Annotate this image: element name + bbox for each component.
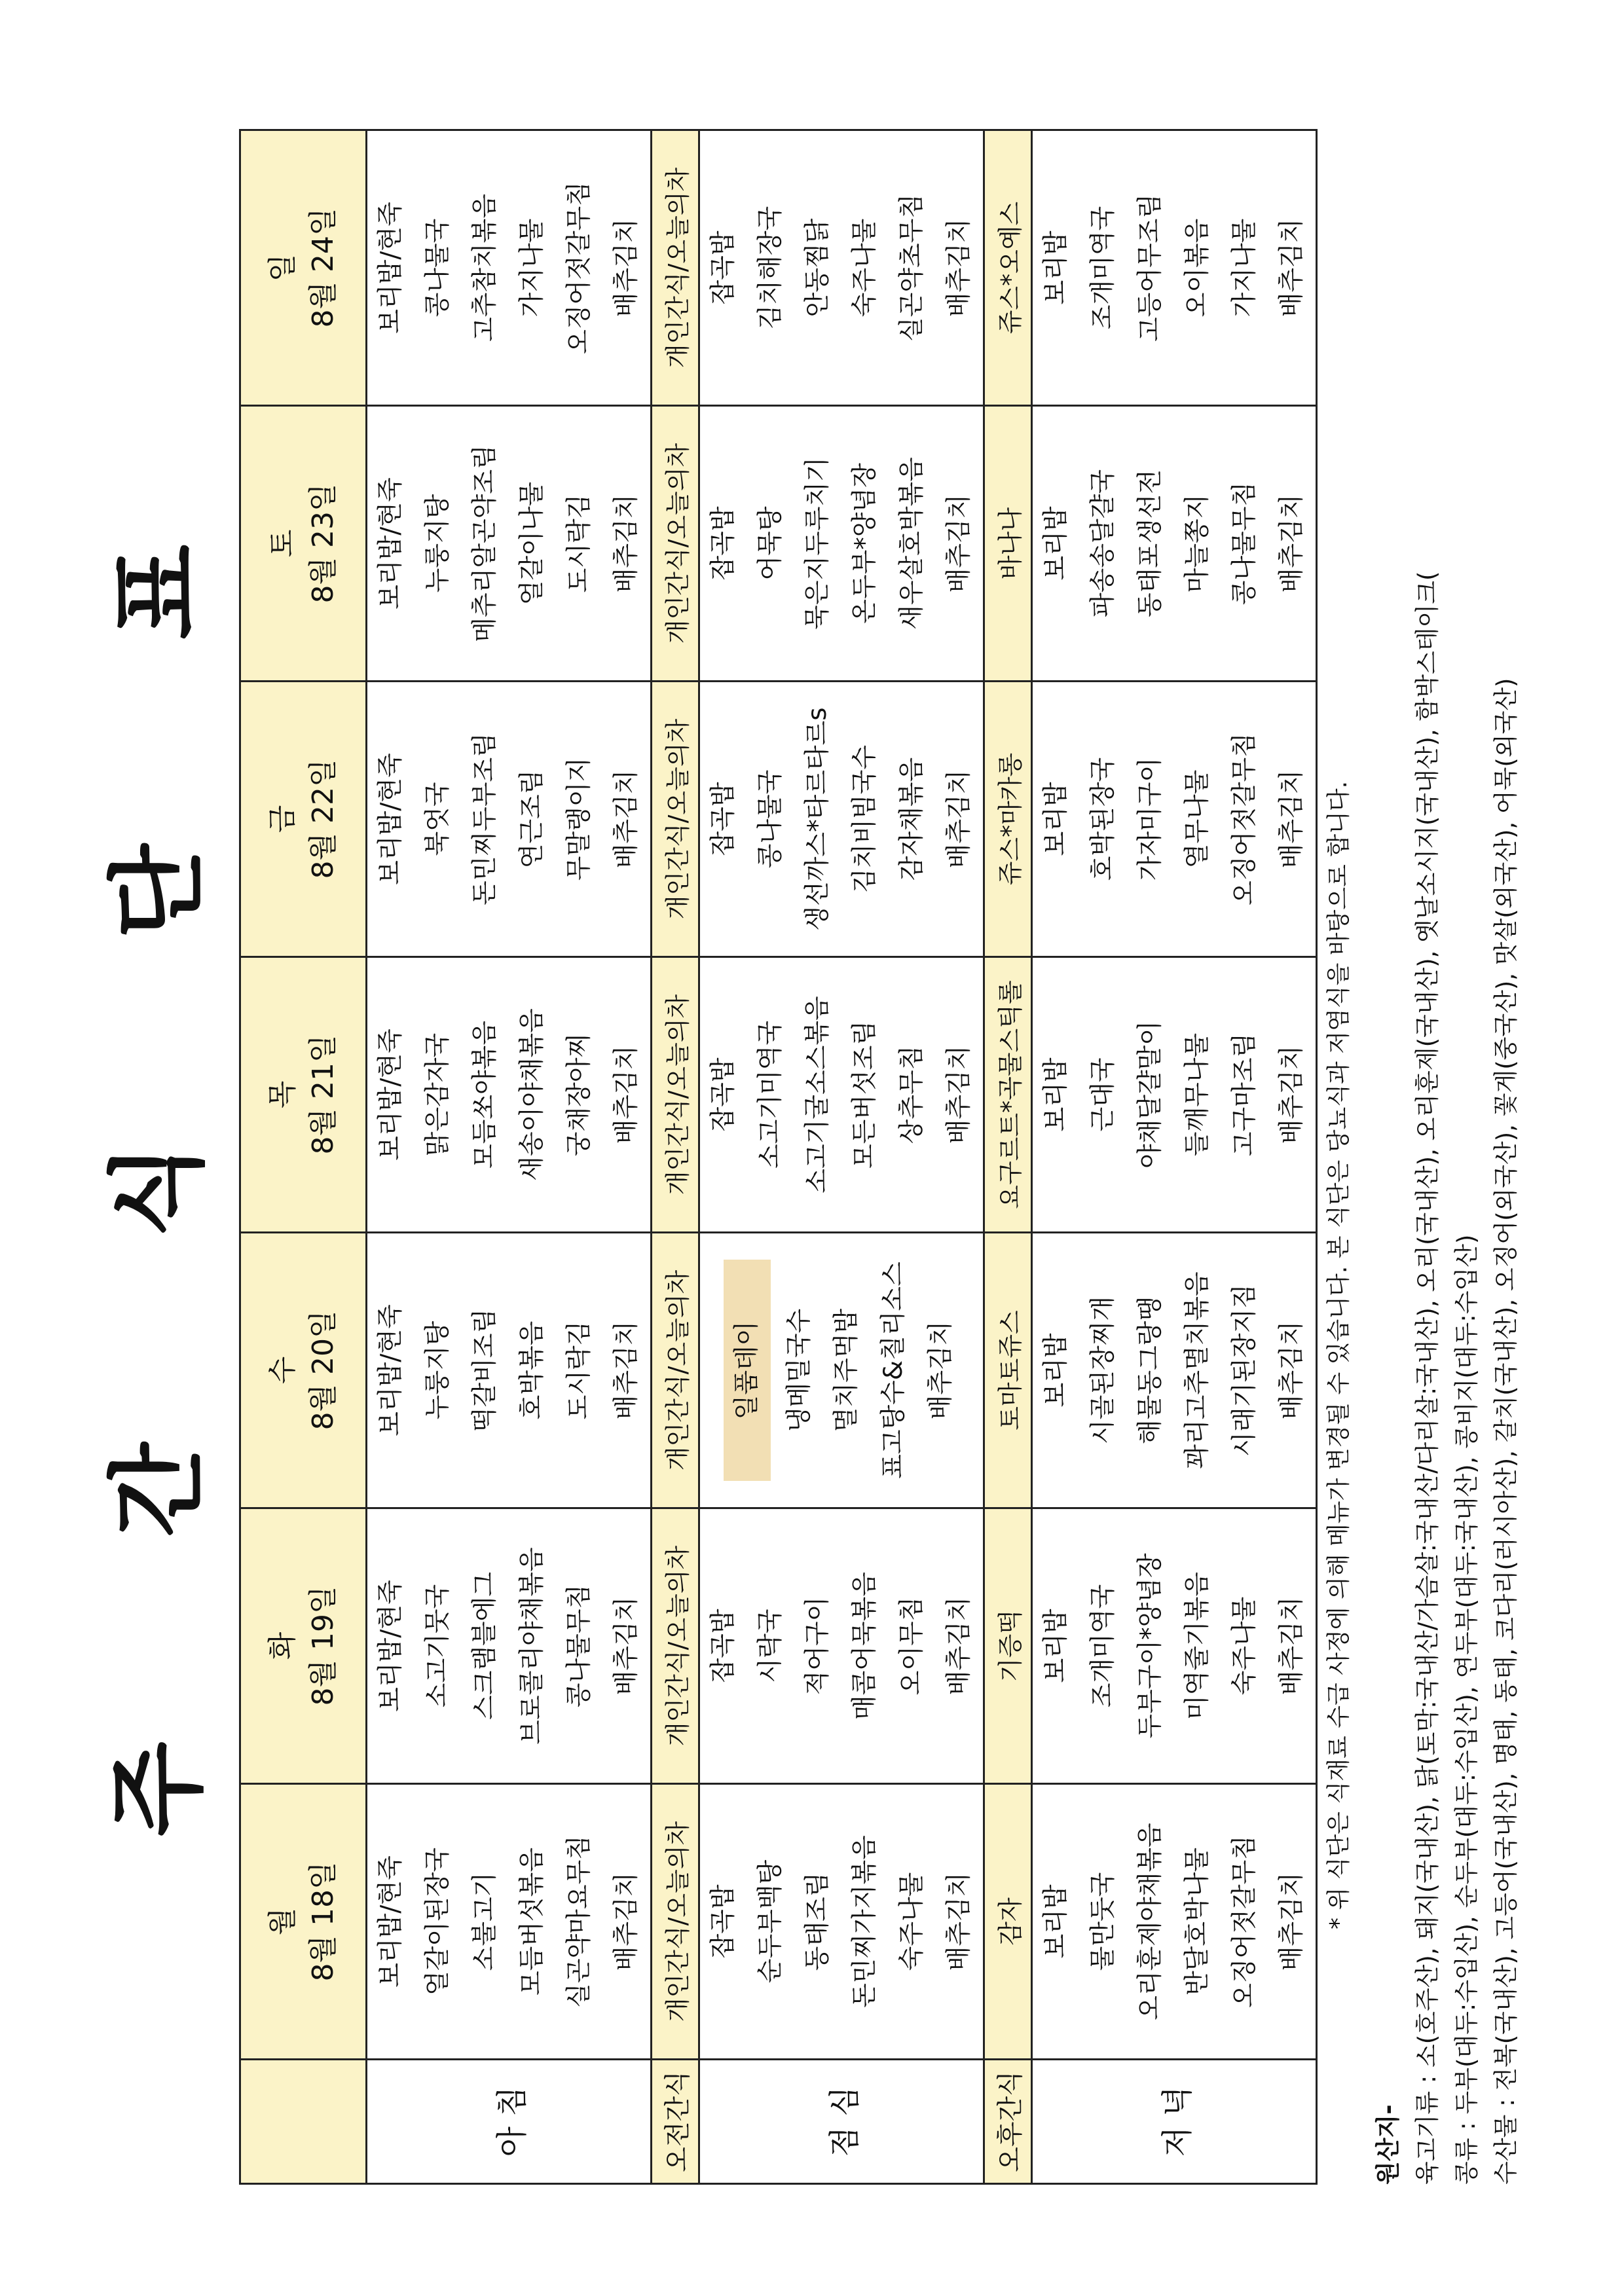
menu-cell: 일품데이 냉메밀국수 멸치주먹밥 표고탕수&칠리소스 배추김치 xyxy=(699,1233,984,1508)
menu-cell: 보리밥 파송송달걀국 동태포생선전 마늘쫑지 콩나물무침 배추김치 xyxy=(1032,406,1317,682)
day-header: 화 8월 19일 xyxy=(240,1508,367,1784)
menu-table xyxy=(239,129,1318,2185)
menu-cell: 보리밥 근대국 야채달걀말이 들깨무나물 고구마조림 배추김치 xyxy=(1032,957,1317,1233)
menu-cell: 잡곡밥 콩나물국 생선까스*타르타르s 김치비빔국수 감자채볶음 배추김치 xyxy=(699,682,984,957)
dinner-row xyxy=(1032,130,1317,2184)
snack-cell: 개인간식/오늘의차 xyxy=(652,1233,699,1508)
menu-cell: 보리밥/현죽 북엇국 돈민찌두부조림 연근조림 무말랭이지 배추김치 xyxy=(367,682,652,957)
menu-cell: 보리밥/현죽 얼갈이된장국 소불고기 모듬버섯볶음 실곤약마요무침 배추김치 xyxy=(367,1784,652,2060)
menu-cell: 보리밥 시골된장찌개 해물동그랑땡 꽈리고추멸치볶음 시래기된장지짐 배추김치 xyxy=(1032,1233,1317,1508)
special-day-badge: 일품데이 xyxy=(724,1260,771,1481)
corner-cell xyxy=(240,2060,367,2184)
day-header: 수 8월 20일 xyxy=(240,1233,367,1508)
meal-label: 점 심 xyxy=(699,2060,984,2184)
snack-cell: 개인간식/오늘의차 xyxy=(652,406,699,682)
day-header: 토 8월 23일 xyxy=(240,406,367,682)
snack-cell: 개인간식/오늘의차 xyxy=(652,1508,699,1784)
snack-cell: 쥬스*오예스 xyxy=(984,130,1032,406)
lunch-row xyxy=(699,130,984,2184)
day-header: 월 8월 18일 xyxy=(240,1784,367,2060)
header-row xyxy=(240,130,367,2184)
snack-cell: 토마토쥬스 xyxy=(984,1233,1032,1508)
snack-cell: 감자 xyxy=(984,1784,1032,2060)
am-snack-row xyxy=(652,130,699,2184)
pm-snack-row xyxy=(984,130,1032,2184)
origin-line-seafood: 수산물 : 전복(국내산), 고등어(국내산), 명태, 동태, 코다리(러시아산), 갈치(국내산), 오징어(외국산), 꽃게(중국산), 맛살(외국산), 어묵(외국산) xyxy=(1492,678,1520,2185)
origin-label: 원산지- xyxy=(1374,2104,1402,2185)
menu-cell: 보리밥/현죽 누룽지탕 메추리알곤약조림 얼갈이나물 도시락김 배추김치 xyxy=(367,406,652,682)
snack-cell: 개인간식/오늘의차 xyxy=(652,682,699,957)
meal-label: 저 녁 xyxy=(1032,2060,1317,2184)
snack-cell: 개인간식/오늘의차 xyxy=(652,130,699,406)
menu-cell: 보리밥 조개미역국 두부구이*양념장 미역줄기볶음 숙주나물 배추김치 xyxy=(1032,1508,1317,1784)
menu-cell: 보리밥 물만둣국 오리훈제야채볶음 반달호박나물 오징어젓갈무침 배추김치 xyxy=(1032,1784,1317,2060)
meal-label: 오전간식 xyxy=(652,2060,699,2184)
day-header: 목 8월 21일 xyxy=(240,957,367,1233)
menu-cell: 보리밥 호박된장국 가자미구이 열무나물 오징어젓갈무침 배추김치 xyxy=(1032,682,1317,957)
menu-cell: 보리밥/현죽 맑은감자국 모듬쏘야볶음 새송이야채볶음 궁채장아찌 배추김치 xyxy=(367,957,652,1233)
day-header: 금 8월 22일 xyxy=(240,682,367,957)
menu-cell: 잡곡밥 소고기미역국 소고기굴소스볶음 모든버섯조림 상추무침 배추김치 xyxy=(699,957,984,1233)
day-header: 일 8월 24일 xyxy=(240,130,367,406)
breakfast-row xyxy=(367,130,652,2184)
meal-label: 아 침 xyxy=(367,2060,652,2184)
menu-cell: 잡곡밥 시락국 적어구이 매콤어묵볶음 오이무침 배추김치 xyxy=(699,1508,984,1784)
snack-cell: 요구르트*곡물스틱롤 xyxy=(984,957,1032,1233)
meal-label: 오후간식 xyxy=(984,2060,1032,2184)
menu-cell: 보리밥/현죽 누룽지탕 떡갈비조림 호박볶음 도시락김 배추김치 xyxy=(367,1233,652,1508)
page-title: 주 간 식 단 표 xyxy=(101,459,215,1837)
origin-line-meat: 육고기류 : 소(호주산), 돼지(국내산), 닭(토막:국내산/가슴살:국내산/다리살:국내산), 오리(국내산), 오리훈제(국내산), 옛날소시지(국내산), 함박스테이크( xyxy=(1413,571,1441,2185)
menu-cell: 보리밥/현죽 콩나물국 고추참치볶음 가지나물 오징어젓갈무침 배추김치 xyxy=(367,130,652,406)
snack-cell: 바나나 xyxy=(984,406,1032,682)
snack-cell: 쥬스*마카롱 xyxy=(984,682,1032,957)
menu-cell: 보리밥/현죽 소고기뭇국 스크램블에그 브로콜리야채볶음 콩나물무침 배추김치 xyxy=(367,1508,652,1784)
menu-cell: 잡곡밥 순두부백탕 동태조림 돈민찌가지볶음 숙주나물 배추김치 xyxy=(699,1784,984,2060)
menu-cell: 잡곡밥 어묵탕 묵은지두루치기 온두부*양념장 새우살호박볶음 배추김치 xyxy=(699,406,984,682)
snack-cell: 개인간식/오늘의차 xyxy=(652,957,699,1233)
menu-cell: 보리밥 조개미역국 고등어무조림 오이볶음 가지나물 배추김치 xyxy=(1032,130,1317,406)
snack-cell: 기증떡 xyxy=(984,1508,1032,1784)
menu-footnote: * 위 식단은 식재료 수급 사정에 의해 메뉴가 변경될 수 있습니다. 본 식단은 당뇨식과 저염식을 바탕으로 합니다. xyxy=(1325,780,1352,1929)
menu-cell: 잡곡밥 김치해장국 안동찜닭 숙주나물 실곤약초무침 배추김치 xyxy=(699,130,984,406)
origin-line-beans: 콩류 : 두부(대두:수입산), 순두부(대두:수입산), 연두부(대두:국내산), 콩비지(대두:수입산) xyxy=(1452,1234,1481,2185)
snack-cell: 개인간식/오늘의차 xyxy=(652,1784,699,2060)
origin-section xyxy=(1369,64,1526,2185)
